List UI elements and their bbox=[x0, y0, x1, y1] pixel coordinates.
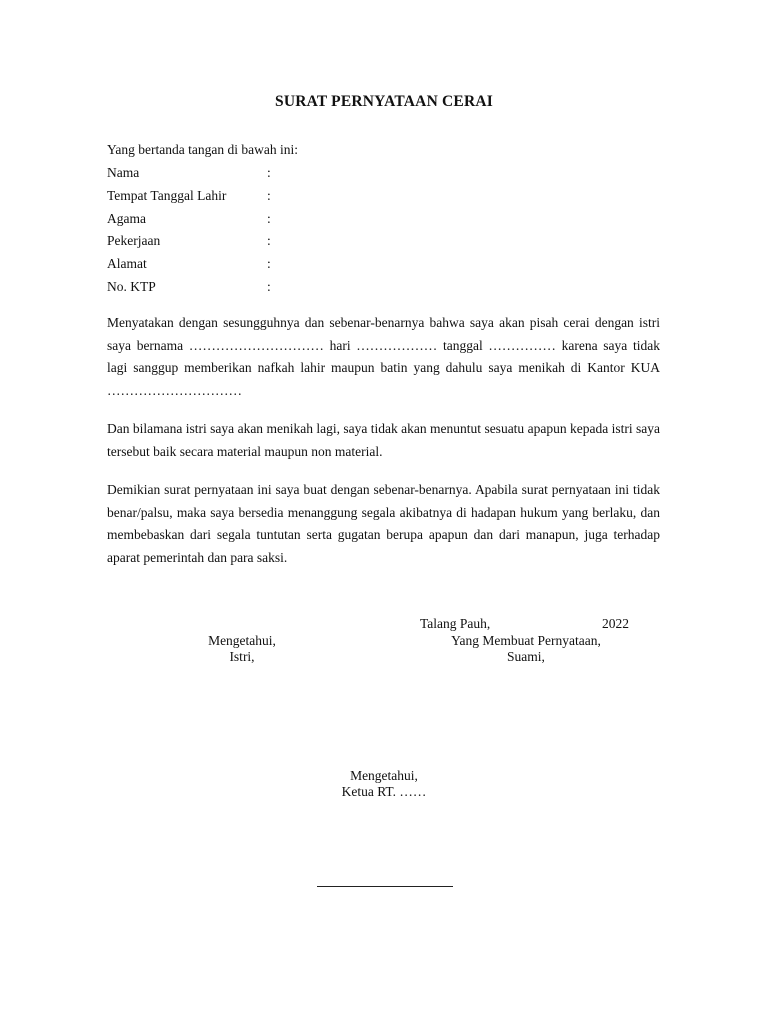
field-colon: : bbox=[267, 187, 271, 203]
signature-place: Talang Pauh, bbox=[420, 616, 491, 631]
field-row-agama bbox=[107, 210, 407, 233]
signature-role-label: Suami, bbox=[507, 649, 545, 664]
statement-paragraph: Menyatakan dengan sesungguhnya dan sebenar-benarnya bahwa saya akan pisah cerai dengan istri saya bernama ………………………… hari ……………… tanggal …………… karena saya tidak lagi sanggup memberikan nafkah lahir maupun batin yang dahulu saya menikah di Kantor KUA ………………………… bbox=[107, 315, 660, 398]
signature-role-label: Istri, bbox=[229, 649, 255, 664]
remarriage-paragraph: Dan bilamana istri saya akan menikah lagi, saya tidak akan menuntut sesuatu apapun kepada istri saya tersebut baik secara material maupun non material. bbox=[107, 421, 660, 459]
field-label: Pekerjaan bbox=[107, 233, 161, 249]
signature-year: 2022 bbox=[602, 616, 629, 631]
field-label: No. KTP bbox=[107, 278, 156, 294]
field-row-nama bbox=[107, 164, 407, 187]
intro-text: Yang bertanda tangan di bawah ini: bbox=[107, 142, 298, 157]
field-label: Tempat Tanggal Lahir bbox=[107, 187, 227, 203]
signature-block-rt bbox=[314, 768, 454, 800]
signature-acknowledge-label: Mengetahui, bbox=[208, 633, 276, 648]
field-label: Nama bbox=[107, 165, 140, 180]
closing-paragraph: Demikian surat pernyataan ini saya buat dengan sebenar-benarnya. Apabila surat pernyataan ini tidak benar/palsu, maka saya bersedia menanggung segala akibatnya di hadapan hukum yang berlaku, dan membebaskan dari segala tuntutan serta gugatan berupa apapun dan dari manapun, juga terhadap aparat pemerintah dan para saksi. bbox=[107, 482, 660, 565]
field-colon: : bbox=[267, 165, 271, 180]
identity-fields bbox=[107, 164, 407, 301]
field-colon: : bbox=[267, 233, 271, 249]
signature-line bbox=[317, 886, 453, 887]
signature-block-husband bbox=[416, 633, 636, 665]
signature-acknowledge-label: Mengetahui, bbox=[350, 768, 418, 783]
field-row-alamat bbox=[107, 255, 407, 278]
field-row-ktp bbox=[107, 278, 407, 301]
document-title: SURAT PERNYATAAN CERAI bbox=[275, 93, 493, 110]
signature-role-label: Ketua RT. …… bbox=[341, 784, 427, 799]
signature-block-wife bbox=[182, 633, 302, 665]
signature-maker-label: Yang Membuat Pernyataan, bbox=[451, 633, 601, 648]
field-label: Agama bbox=[107, 210, 146, 226]
field-colon: : bbox=[267, 278, 271, 294]
field-label: Alamat bbox=[107, 256, 147, 272]
field-colon: : bbox=[267, 210, 271, 226]
field-row-pekerjaan bbox=[107, 232, 407, 255]
field-colon: : bbox=[267, 256, 271, 272]
field-row-ttl bbox=[107, 187, 407, 210]
